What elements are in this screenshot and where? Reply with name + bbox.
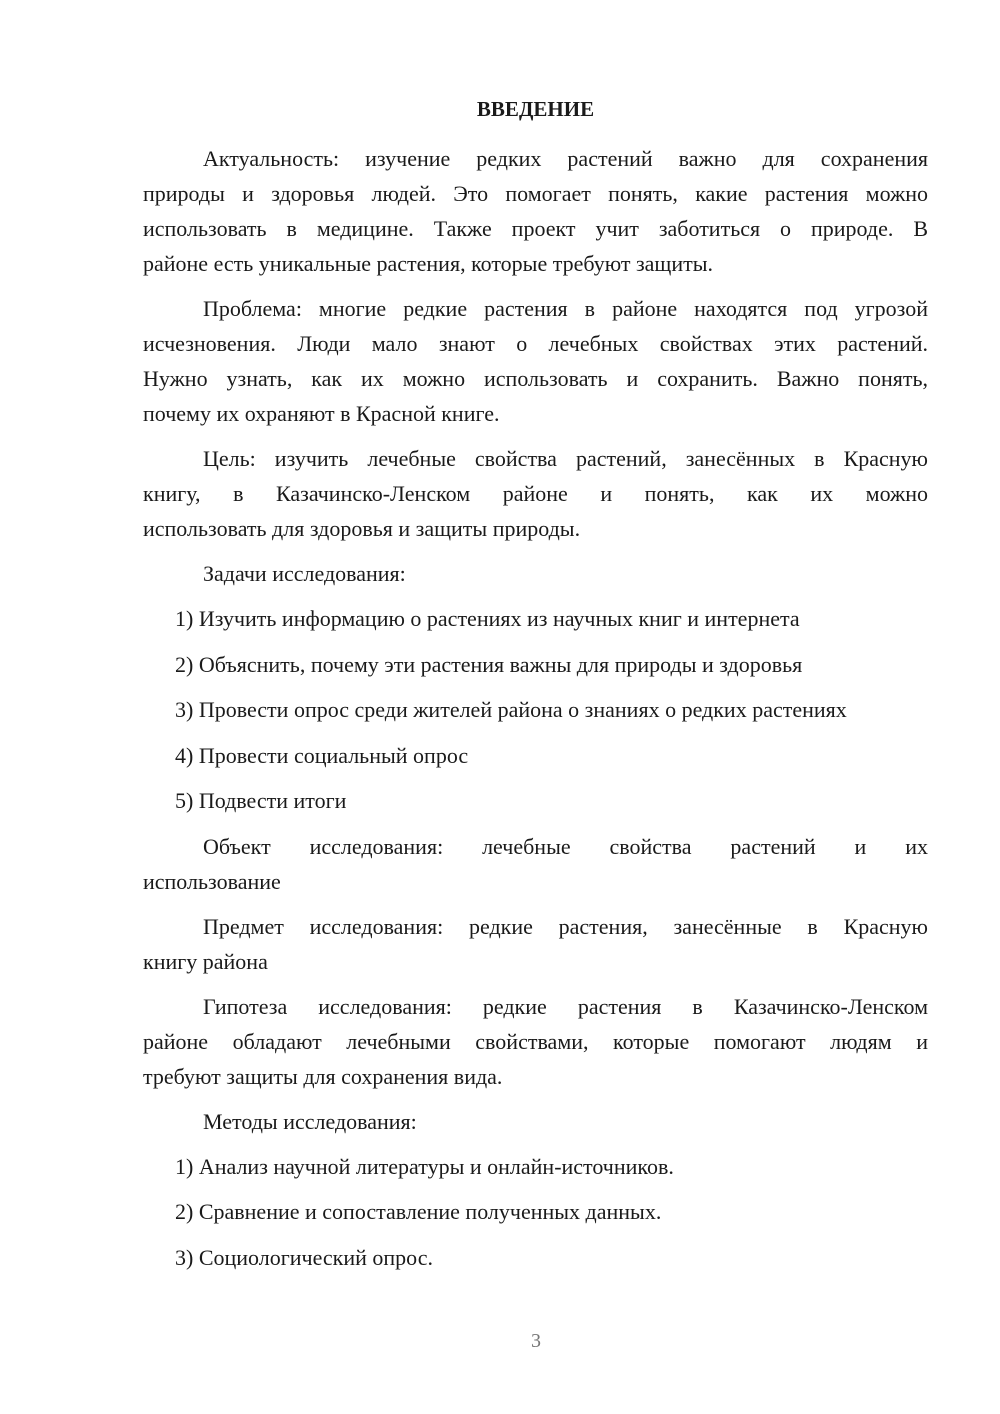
text-line: Объект исследования: лечебные свойства растений и их — [203, 833, 928, 859]
page-number: 3 — [531, 1330, 541, 1352]
text-line: Нужно узнать, как их можно использовать и сохранить. Важно понять, — [143, 366, 928, 391]
problem-paragraph — [143, 291, 928, 431]
list-item: 1) Изучить информацию о растениях из научных книг и интернета — [175, 606, 800, 631]
text-line: использовать для здоровья и защиты природы. — [143, 516, 581, 541]
subject-paragraph — [143, 909, 928, 979]
text-line: книгу, в Казачинско-Ленском районе и понять, как их можно — [143, 481, 928, 506]
methods-list — [143, 1149, 928, 1275]
document-page — [143, 92, 928, 1285]
methods-heading: Методы исследования: — [203, 1108, 417, 1134]
text-line: исчезновения. Люди мало знают о лечебных свойствах этих растений. — [143, 331, 928, 356]
text-line: районе обладают лечебными свойствами, которые помогают людям и — [143, 1028, 928, 1054]
text-line: природы и здоровья людей. Это помогает понять, какие растения можно — [143, 181, 928, 206]
text-line: районе есть уникальные растения, которые требуют защиты. — [143, 251, 714, 276]
list-item: 3) Провести опрос среди жителей района о знаниях о редких растениях — [175, 697, 847, 722]
text-line: использовать в медицине. Также проект учит заботиться о природе. В — [143, 216, 928, 241]
text-line: требуют защиты для сохранения вида. — [143, 1063, 503, 1089]
list-item: 3) Социологический опрос. — [175, 1244, 433, 1270]
hypothesis-paragraph — [143, 989, 928, 1094]
list-item: 5) Подвести итоги — [175, 788, 347, 813]
text-line: почему их охраняют в Красной книге. — [143, 401, 500, 426]
text-line: Цель: изучить лечебные свойства растений, занесённых в Красную — [203, 446, 928, 471]
tasks-list — [143, 601, 928, 818]
tasks-heading: Задачи исследования: — [203, 561, 406, 586]
text-line: использование — [143, 868, 281, 894]
goal-paragraph — [143, 441, 928, 546]
list-item: 4) Провести социальный опрос — [175, 742, 469, 768]
relevance-paragraph — [143, 141, 928, 281]
text-line: Гипотеза исследования: редкие растения в Казачинско-Ленском — [203, 993, 928, 1019]
page-title: ВВЕДЕНИЕ — [476, 97, 595, 121]
list-item: 2) Объяснить, почему эти растения важны для природы и здоровья — [175, 651, 803, 677]
object-paragraph — [143, 829, 928, 899]
text-line: Предмет исследования: редкие растения, занесённые в Красную — [203, 913, 928, 939]
text-line: Проблема: многие редкие растения в районе находятся под угрозой — [203, 296, 928, 321]
text-line: книгу района — [143, 948, 268, 974]
list-item: 1) Анализ научной литературы и онлайн-источников. — [175, 1153, 674, 1179]
text-line: Актуальность: изучение редких растений важно для сохранения — [203, 146, 928, 171]
list-item: 2) Сравнение и сопоставление полученных данных. — [175, 1199, 662, 1224]
